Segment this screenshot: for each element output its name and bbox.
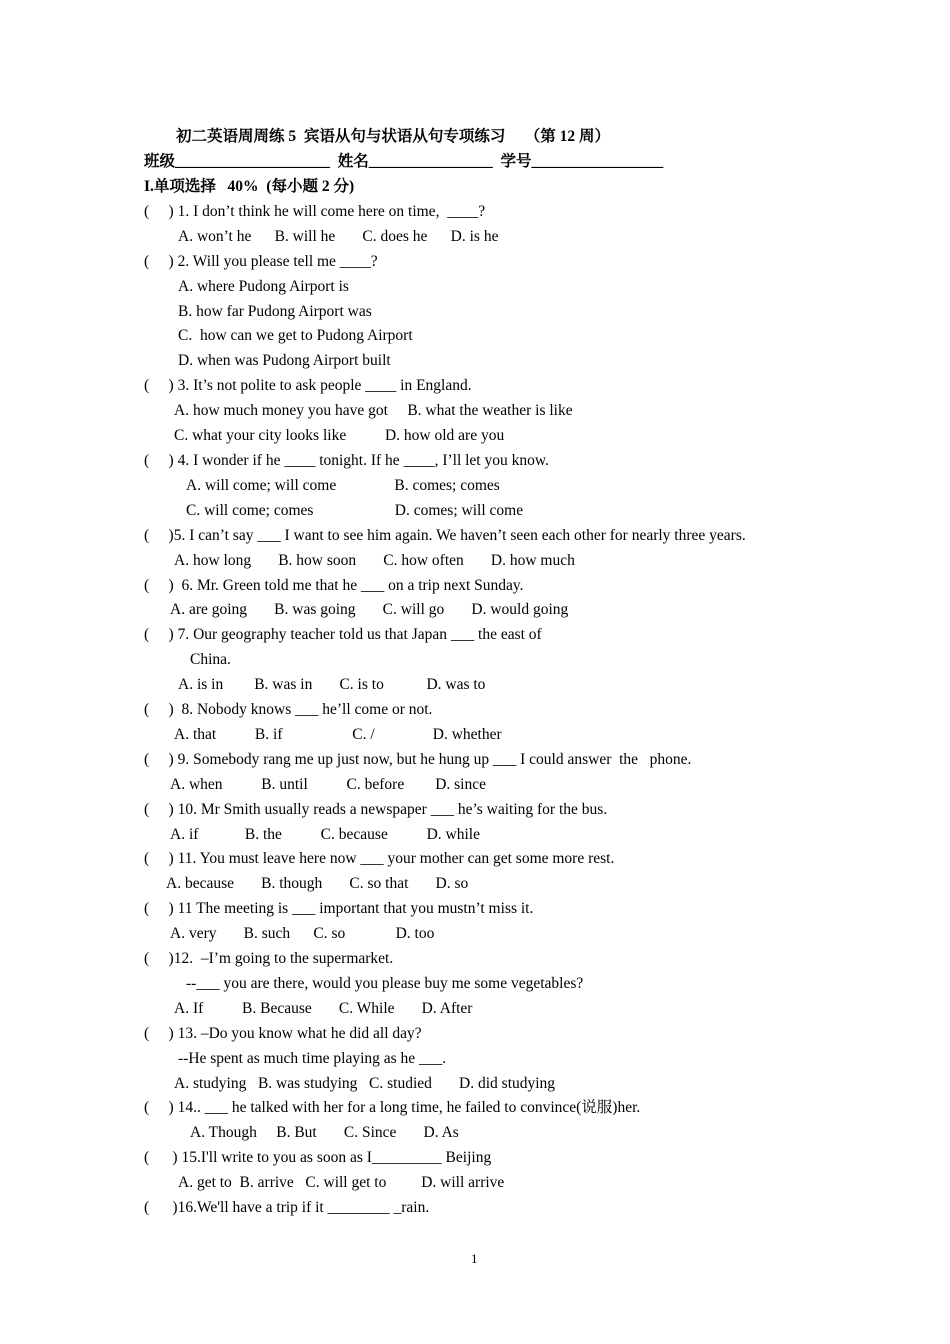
options-4-ab: A. will come; will come B. comes; comes bbox=[186, 477, 500, 494]
question-12-reply: --___ you are there, would you please buy me some vegetables? bbox=[186, 975, 584, 992]
option-2c: C. how can we get to Pudong Airport bbox=[178, 327, 413, 344]
options-9: A. when B. until C. before D. since bbox=[170, 776, 486, 793]
question-2: ( ) 2. Will you please tell me ____? bbox=[144, 253, 378, 270]
question-11b: ( ) 11 The meeting is ___ important that you mustn’t miss it. bbox=[144, 900, 534, 917]
question-12: ( )12. –I’m going to the supermarket. bbox=[144, 950, 394, 967]
options-1: A. won’t he B. will he C. does he D. is he bbox=[178, 228, 499, 245]
question-9: ( ) 9. Somebody rang me up just now, but he hung up ___ I could answer the phone. bbox=[144, 751, 692, 768]
options-3-cd: C. what your city looks like D. how old are you bbox=[174, 427, 505, 444]
question-13-reply: --He spent as much time playing as he ___. bbox=[178, 1050, 447, 1067]
options-8: A. that B. if C. / D. whether bbox=[174, 726, 502, 743]
student-info-fields: 班级____________________ 姓名________________ 学号_________________ bbox=[144, 153, 664, 170]
section-heading: I.单项选择 40% (每小题 2 分) bbox=[144, 178, 355, 195]
option-2b: B. how far Pudong Airport was bbox=[178, 303, 372, 320]
question-3: ( ) 3. It’s not polite to ask people ____ in England. bbox=[144, 377, 472, 394]
options-10: A. if B. the C. because D. while bbox=[170, 826, 480, 843]
question-1: ( ) 1. I don’t think he will come here on time, ____? bbox=[144, 203, 486, 220]
options-13: A. studying B. was studying C. studied D. did studying bbox=[174, 1075, 556, 1092]
question-13: ( ) 13. –Do you know what he did all day? bbox=[144, 1025, 422, 1042]
question-11: ( ) 11. You must leave here now ___ your mother can get some more rest. bbox=[144, 850, 615, 867]
options-15: A. get to B. arrive C. will get to D. will arrive bbox=[178, 1174, 505, 1191]
question-8: ( ) 8. Nobody knows ___ he’ll come or not. bbox=[144, 701, 433, 718]
question-7-continued: China. bbox=[190, 651, 231, 668]
options-14: A. Though B. But C. Since D. As bbox=[190, 1124, 459, 1141]
question-4: ( ) 4. I wonder if he ____ tonight. If he ____, I’ll let you know. bbox=[144, 452, 549, 469]
options-7: A. is in B. was in C. is to D. was to bbox=[178, 676, 486, 693]
question-10: ( ) 10. Mr Smith usually reads a newspaper ___ he’s waiting for the bus. bbox=[144, 801, 608, 818]
option-2d: D. when was Pudong Airport built bbox=[178, 352, 391, 369]
question-6: ( ) 6. Mr. Green told me that he ___ on a trip next Sunday. bbox=[144, 577, 524, 594]
page-number: 1 bbox=[471, 1251, 478, 1266]
options-4-cd: C. will come; comes D. comes; will come bbox=[186, 502, 524, 519]
options-12: A. If B. Because C. While D. After bbox=[174, 1000, 473, 1017]
options-3-ab: A. how much money you have got B. what the weather is like bbox=[174, 402, 573, 419]
options-6: A. are going B. was going C. will go D. would going bbox=[170, 601, 569, 618]
question-7: ( ) 7. Our geography teacher told us that Japan ___ the east of bbox=[144, 626, 542, 643]
options-11b: A. very B. such C. so D. too bbox=[170, 925, 435, 942]
options-5: A. how long B. how soon C. how often D. how much bbox=[174, 552, 575, 569]
question-5: ( )5. I can’t say ___ I want to see him again. We haven’t seen each other for nearly three years. bbox=[144, 527, 746, 544]
question-16: ( )16.We'll have a trip if it ________ _rain. bbox=[144, 1199, 430, 1216]
question-15: ( ) 15.I'll write to you as soon as I_________ Beijing bbox=[144, 1149, 492, 1166]
options-11: A. because B. though C. so that D. so bbox=[166, 875, 469, 892]
question-14: ( ) 14.. ___ he talked with her for a long time, he failed to convince(说服)her. bbox=[144, 1099, 641, 1116]
option-2a: A. where Pudong Airport is bbox=[178, 278, 349, 295]
worksheet-title: 初二英语周周练 5 宾语从句与状语从句专项练习 （第 12 周） bbox=[176, 128, 611, 145]
